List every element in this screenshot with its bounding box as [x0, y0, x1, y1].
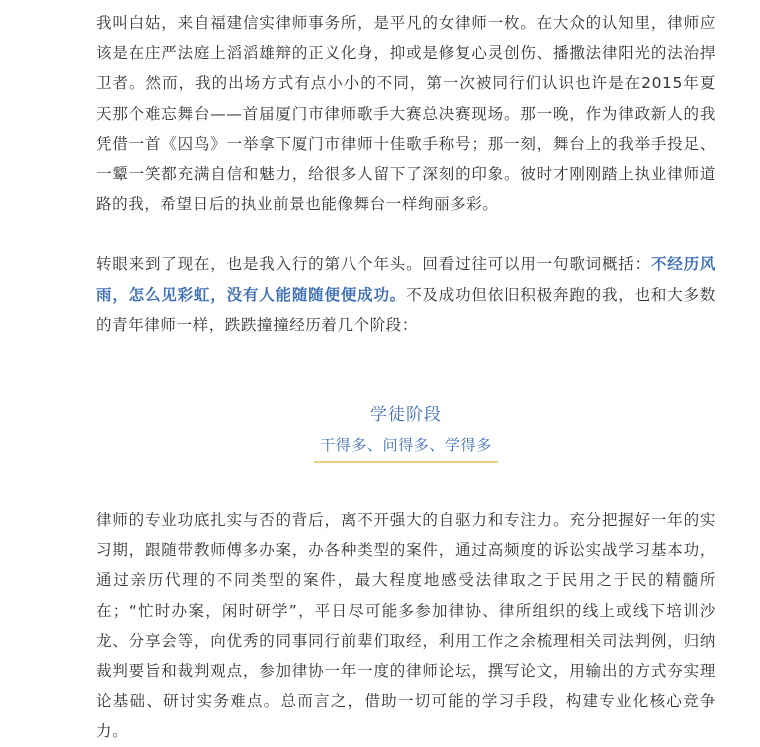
section-paragraph: 律师的专业功底扎实与否的背后，离不开强大的自驱力和专注力。充分把握好一年的实习期，跟随带教师傅多办案，办各种类型的案件，通过高频度的诉讼实战学习基本功，通过亲历代理的不同类型的案件，最大程度地感受法律取之于民用之于民的精髓所在；“忙时办案，闲时研学”，平日尽可能多参加律协、律所组织的线上或线下培训沙龙、分享会等，向优秀的同事同行前辈们取经，利用工作之余梳理相关司法判例，归纳裁判要旨和裁判观点，参加律协一年一度的律师论坛，撰写论文，用输出的方式夯实理论基础、研讨实务难点。总而言之，借助一切可能的学习手段，构建专业化核心竞争力。 — [96, 511, 716, 741]
article — [96, 8, 716, 747]
intro-paragraph-1: 我叫白姑，来自福建信实律师事务所，是平凡的女律师一枚。在大众的认知里，律师应该是在庄严法庭上滔滔雄辩的正义化身，抑或是修复心灵创伤、播撒法律阳光的法治捍卫者。然而，我的出场方式有点小小的不同，第一次被同行们认识也许是在2015年夏天那个难忘舞台——首届厦门市律师歌手大赛总决赛现场。那一晚，作为律政新人的我凭借一首《囚鸟》一举拿下厦门市律师十佳歌手称号；那一刻，舞台上的我举手投足、一颦一笑都充满自信和魅力，给很多人留下了深刻的印象。彼时才刚刚踏上执业律师道路的我，希望日后的执业前景也能像舞台一样绚丽多彩。 — [96, 14, 716, 214]
intro-paragraph-2-emphasis: 不经历风雨，怎么见彩虹，没有人能随随便便成功。 — [96, 255, 717, 304]
intro-paragraph-2-lead: 转眼来到了现在，也是我入行的第八个年头。回看过往可以用一句歌词概括： — [96, 255, 651, 274]
section-subtitle: 干得多、问得多、学得多 — [320, 436, 492, 455]
section-title: 学徒阶段 — [370, 405, 442, 426]
section-subtitle-underline — [314, 434, 498, 463]
intro-paragraph-2 — [96, 249, 716, 340]
section-heading — [96, 402, 716, 463]
intro-paragraph-2-tail: 不及成功但依旧积极奔跑的我，也和大多数的青年律师一样，跌跌撞撞经历着几个阶段： — [96, 285, 716, 334]
